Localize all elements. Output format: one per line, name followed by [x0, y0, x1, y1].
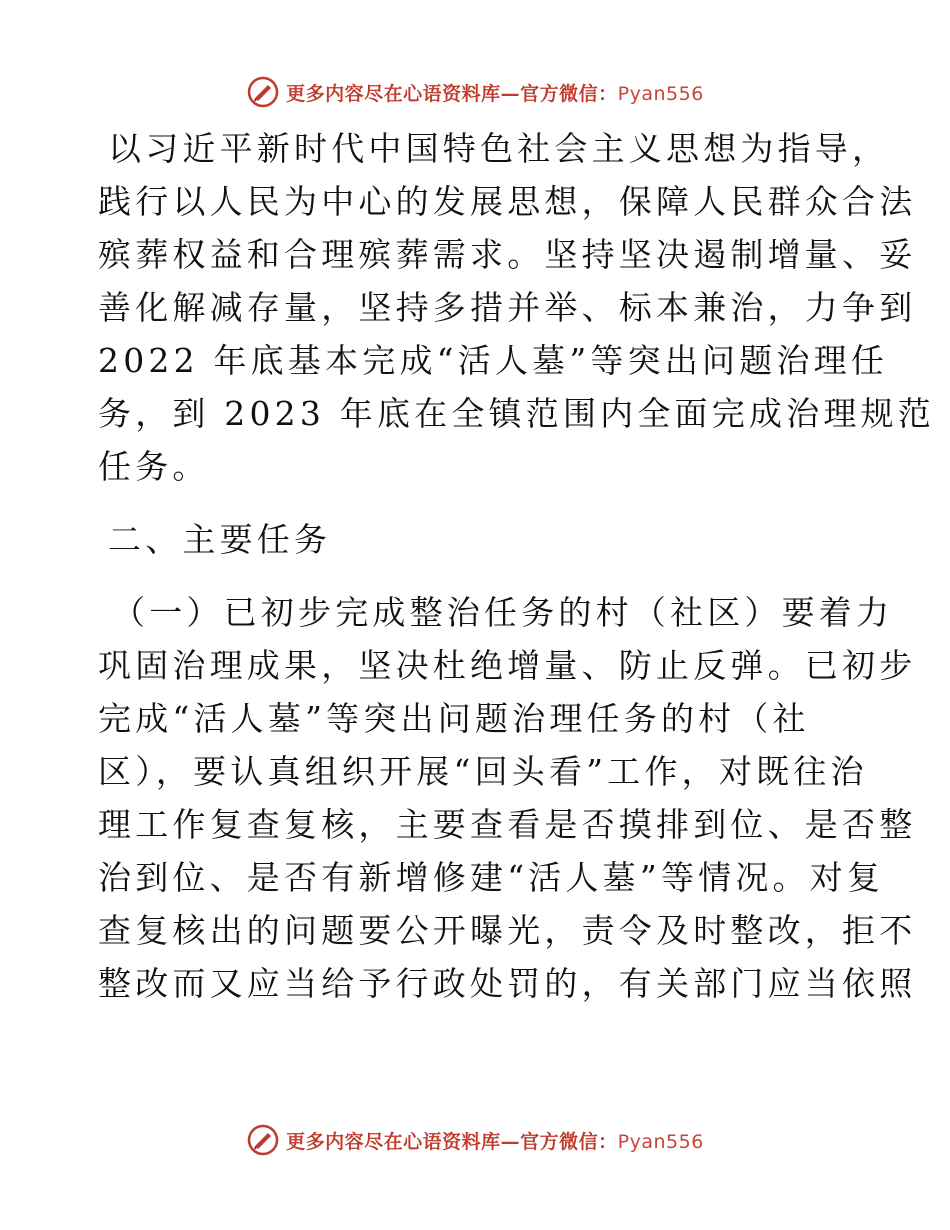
document-body: [98, 122, 935, 1010]
paragraph-line: 践行以人民为中心的发展思想，保障人民群众合法: [98, 182, 917, 221]
footer-watermark: [0, 1120, 950, 1160]
watermark-text: [286, 1127, 704, 1154]
paragraph-line: 殡葬权益和合理殡葬需求。坚持坚决遏制增量、妥: [98, 235, 917, 274]
watermark-label: 更多内容尽在心语资料库—官方微信：: [286, 82, 618, 105]
paragraph-line: 2022 年底基本完成“活人墓”等突出问题治理任: [98, 341, 889, 380]
paragraph-line: 巩固治理成果，坚决杜绝增量、防止反弹。已初步: [98, 646, 917, 685]
paragraph-line: 以习近平新时代中国特色社会主义思想为指导，: [108, 129, 890, 168]
paragraph-line: 治到位、是否有新增修建“活人墓”等情况。对复: [98, 858, 885, 897]
paragraph-line: 务，到 2023 年底在全镇范围内全面完成治理规范: [98, 394, 935, 433]
header-watermark: [0, 72, 950, 112]
paragraph-line: 善化解减存量，坚持多措并举、标本兼治，力争到: [98, 288, 917, 327]
paragraph-line: 任务。: [98, 447, 210, 486]
brand-logo-icon: [246, 1123, 280, 1157]
watermark-label: 更多内容尽在心语资料库—官方微信：: [286, 1130, 618, 1153]
brand-logo-icon: [246, 75, 280, 109]
paragraph-line: 整改而又应当给予行政处罚的，有关部门应当依照: [98, 964, 917, 1003]
watermark-text: [286, 79, 704, 106]
paragraph-line: 查复核出的问题要公开曝光，责令及时整改，拒不: [98, 911, 917, 950]
paragraph-line: （一）已初步完成整治任务的村（社区）要着力: [112, 593, 894, 632]
watermark-wechat-id: Pyan556: [617, 82, 704, 105]
paragraph-line: 区），要认真组织开展“回头看”工作，对既往治: [98, 752, 868, 791]
section-heading: 二、主要任务: [108, 520, 332, 559]
watermark-wechat-id: Pyan556: [617, 1130, 704, 1153]
paragraph-line: 理工作复查复核，主要查看是否摸排到位、是否整: [98, 805, 917, 844]
paragraph-line: 完成“活人墓”等突出问题治理任务的村（社: [98, 699, 810, 738]
